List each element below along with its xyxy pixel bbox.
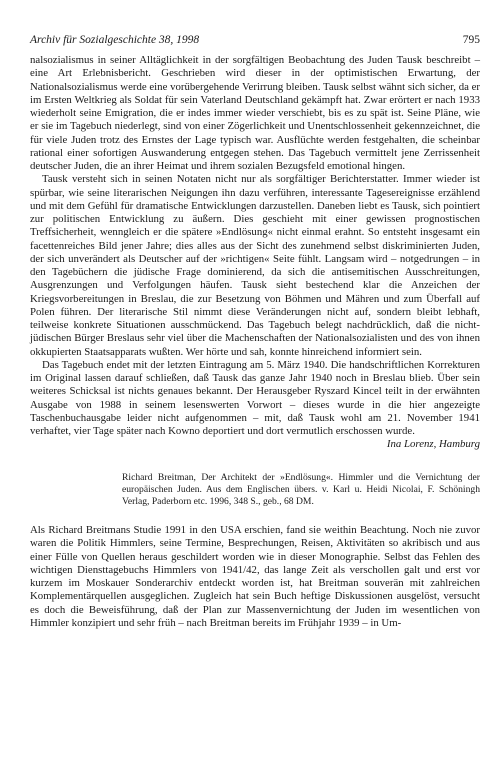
paragraph-3-text: Das Tagebuch endet mit der letzten Eintragung am 5. März 1940. Die handschriftlichen Korrekturen im Original lassen darauf schließen, daß Tausk das ganze Jahr 1940 noch in Breslau blieb. Über sein weiteres Schicksal ist nichts genaues bekannt. Der Herausgeber Ryszard Kincel teilt in der erwähnten Ausgabe von 1988 in seinem lesenswerten Vorwort – dieses wurde in die hier angezeigte Taschenbuchausgabe leider nicht aufgenommen – mit, daß Tausk wohl am 21. November 1941 verhaftet, vier Tage später nach Kowno deportiert und dort vermutlich erschossen wurde.	[30, 358, 480, 437]
bibliographic-entry: Richard Breitman, Der Architekt der »Endlösung«. Himmler und die Vernichtung der europäischen Juden. Aus dem Englischen übers. v. Karl u. Heidi Nicolai, F. Schöningh Verlag, Paderborn etc. 1996, 348 S., geb., 68 DM.	[122, 471, 480, 507]
paragraph-1: nalsozialismus in seiner Alltäglichkeit in der sorgfältigen Beobachtung des Juden Tausk beschreibt – eine Art Erlebnisbericht. Geschrieben wird dieser in der optimistischen Erwartung, der Nationalsozialismus werde eine vorübergehende Verirrung bleiben. Tausk selbst wähnt sich sicher, da er im Ersten Weltkrieg als Soldat für sein Vaterland Deutschland gekämpft hat. Zwar erörtert er nach 1933 wiederholt seine Emigration, die er indes immer wieder verschiebt, bis es zu spät ist. Seine Pläne, wie er sie im Tagebuch niederlegt, sind von einer Zögerlichkeit und Unentschlossenheit gekennzeichnet, die für viele Juden trotz des Ernstes der Lage typisch war. Ausflüchte werden festgehalten, die scheinbar rational einer sofortigen Auswanderung entgegen stehen. Das Tagebuch vermittelt jene Zerrissenheit deutscher Juden, die an ihrer Heimat und ihrem sozialen Bezugsfeld emotional hingen.	[30, 54, 480, 172]
running-header	[30, 34, 480, 54]
journal-title: Archiv für Sozialgeschichte 38, 1998	[30, 34, 200, 46]
review-breitman	[30, 524, 480, 630]
reviewer-signature: Ina Lorenz, Hamburg	[386, 438, 480, 451]
paragraph-3	[30, 358, 480, 451]
paragraph-2: Tausk versteht sich in seinen Notaten nicht nur als sorgfältiger Berichterstatter. Immer wieder ist spürbar, wie seine literarischen Neigungen ihn dazu verführen, interessante Tagesereignisse erzählend und mit dem Gefühl für dramatische Entwicklungen darzustellen. Daneben liebt es Tausk, sich pointiert zur politischen Entwicklung zu äußern. Dies geschieht mit einer gewissen prognostischen Treffsicherheit, wenngleich er die spätere »Endlösung« nicht einmal erahnt. So entsteht insgesamt ein facettenreiches Bild jener Jahre; dies alles aus der Sicht des zunehmend selbst diskriminierten Juden, der sich unverändert als Deutscher auf der »richtigen« Seite fühlt. Langsam wird – notgedrungen – in den Tagebüchern die jüdische Frage dominierend, da sich die antisemitischen Ausschreitungen, Ausgrenzungen und Verfolgungen häufen. Tausk sieht bestechend klar die Anzeichen der Kriegsvorbereitungen in Breslau, die zur Besetzung von Böhmen und Mähren und zum Überfall auf Polen führen. Der literarische Stil nimmt diese Veränderungen nicht auf, sondern bleibt lebhaft, teilweise konkrete Situationen ausschmückend. Das Tagebuch belegt nachdrücklich, daß die nicht-jüdischen Bürger Breslaus sehr viel über die Machenschaften der Nationalsozialisten und des von ihnen okkupierten Staatsapparats wußten. Wer hörte und sah, konnte hinreichend informiert sein.	[30, 173, 480, 358]
page-number: 795	[462, 34, 480, 46]
paragraph-4: Als Richard Breitmans Studie 1991 in den USA erschien, fand sie weithin Beachtung. Noch nie zuvor waren die Politik Himmlers, seine Termine, Besprechungen, Reisen, Aktivitäten so akribisch und aus einer Fülle von Quellen heraus geschildert worden wie in dieser Monographie. Selbst das Fehlen des wichtigen Diensttagebuchs Himmlers von 1941/42, das lange Zeit als verschollen galt und erst vor kurzem im Moskauer Sonderarchiv entdeckt worden ist, hat Breitman souverän mit zahlreichen Komplementärquellen ausgeglichen. Zugleich hat sein Buch heftige Diskussionen ausgelöst, versucht es doch die Beweisführung, daß der Plan zur Massenvernichtung der Juden im wesentlichen von Himmler konzipiert und sehr früh – nach Breitman bereits im Frühjahr 1939 – in Um-	[30, 524, 480, 629]
review-tausk	[30, 54, 480, 452]
